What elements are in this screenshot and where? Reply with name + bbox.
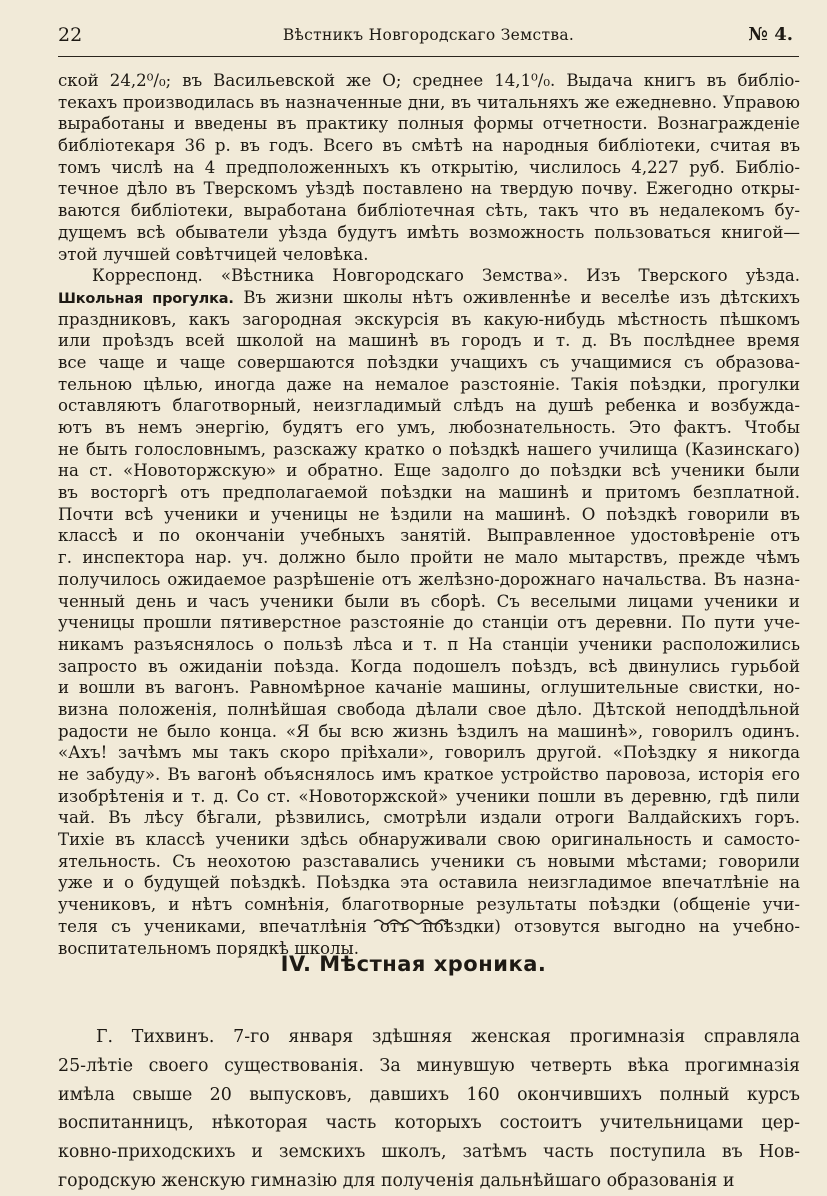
text-line: текахъ производилась въ назначенные дни, въ читальняхъ же ежедневно. Управою [58,92,800,112]
runin-heading: Школьная прогулка. [58,290,234,307]
text-line: на ст. «Новоторжскую» и обратно. Еще задолго до поѣздки всѣ ученики были [58,461,800,481]
text-line: Почти всѣ ученики и ученицы не ѣздили на машинѣ. О поѣздкѣ говорили въ [58,504,800,524]
text-line: ченный день и часъ ученики были въ сборѣ. Съ веселыми лицами ученики и [58,591,800,611]
text-line: ской 24,2⁰/₀; въ Васильевской же О; среднее 14,1⁰/₀. Выдача книгъ въ библіо- [58,71,800,90]
section-heading: IV. Мѣстная хроника. [280,952,547,976]
text-line: ютъ въ немъ энергію, будятъ его умъ, любознательность. Это фактъ. Чтобы [58,418,800,437]
text-line: ваются библіотеки, выработана библіотечная сѣть, такъ что въ недалекомъ бу- [58,201,800,221]
ornamental-divider [372,917,454,927]
text-line: дущемъ всѣ обыватели уѣзда будутъ имѣть возможность пользоваться книгой— [58,222,800,242]
text-line: Г. Тихвинъ. 7-го января здѣшняя женская прогимназія справляла [96,1027,800,1047]
page-number: 22 [58,24,83,46]
text-line: оставляютъ благотворный, неизгладимый слѣдъ на душѣ ребенка и возбуждa- [58,396,800,416]
chronicle-body [58,1023,800,1196]
header-rule [58,56,799,57]
issue-number: № 4. [748,24,793,45]
text-line: библіотекаря 36 р. въ годъ. Всего въ смѣтѣ на народныя библіотеки, считая въ [58,136,800,156]
article-body [58,70,800,959]
text-line: ученицы прошли пятиверстное разстояніе до станціи отъ деревни. По пути уче- [58,613,800,633]
text-line: воспитанницъ, нѣкоторая часть которыхъ состоитъ учительницами цер- [58,1113,800,1134]
text-line: все чаще и чаще совершаются поѣздки учащихъ съ учащимися съ образова- [58,352,800,372]
text-line: запросто въ ожиданіи поѣзда. Когда подошелъ поѣздъ, всѣ двинулись гурьбой [58,656,800,676]
text-line: ковно-приходскихъ и земскихъ школъ, затѣмъ часть поступила въ Нов- [58,1142,800,1163]
text-line: или проѣздъ всей школой на машинѣ въ городъ и т. д. Въ послѣднее время [58,331,800,351]
paragraph-tikhvin [58,1023,800,1196]
text-line: радости не было конца. «Я бы всю жизнь ѣздилъ на машинѣ», говорилъ одинъ. [58,721,800,741]
paragraph-library-report [58,70,800,265]
text-line: Корреспонд. «Вѣстника Новгородскаго Земства». Изъ Тверского уѣзда. [92,266,800,286]
text-line: праздниковъ, какъ загородная экскурсія въ какую-нибудь мѣстность пѣшкомъ [58,309,800,329]
journal-title: Вѣстникъ Новгородскаго Земства. [282,26,575,44]
text-line: въ восторгѣ отъ предполагаемой поѣздки на машинѣ и притомъ безплатной. [58,483,800,503]
text-line: не быть голословнымъ, разскажу кратко о поѣздкѣ нашего училища (Казинскаго) [58,439,800,459]
text-line: течное дѣло въ Тверскомъ уѣздѣ поставлено на твердую почву. Ежегодно откры- [58,179,800,199]
text-line: Тихіе въ классѣ ученики здѣсь обнаруживали свою оригинальность и самосто- [58,830,800,850]
text-line: воспитательномъ порядкѣ школы. [58,938,360,958]
text-line: ятельность. Съ неохотою разставались ученики съ новыми мѣстами; говорили [58,851,800,871]
text-line: изобрѣтенія и т. д. Со ст. «Новоторжской» ученики пошли въ деревню, гдѣ пили [58,786,800,806]
text-line-rest: Въ жизни школы нѣтъ оживленнѣе и веселѣе изъ дѣтскихъ [233,287,800,307]
text-line [58,287,800,309]
text-line: этой лучшей совѣтчицей человѣка. [58,244,369,264]
text-line: не забуду». Въ вагонѣ объяснялось имъ краткое устройство паровоза, исторія его [58,765,800,784]
text-line: классѣ и по окончаніи учебныхъ занятій. Выправленное удостовѣреніе отъ [58,526,800,546]
paragraph-school-outing [58,265,800,959]
running-header [58,18,799,50]
text-line: никамъ разъяснялось о пользѣ лѣса и т. п На станціи ученики расположились [58,634,800,654]
text-line: выработаны и введены въ практику полныя формы отчетности. Вознагражденіе [58,114,800,134]
text-line: городскую женскую гимназію для полученія дальнѣйшаго образованія и [58,1170,735,1191]
text-line: визна положенія, полнѣйшая свобода дѣлали свое дѣло. Дѣтской неподдѣльной [58,699,800,719]
text-line: имѣла свыше 20 выпусковъ, давшихъ 160 окончившихъ полный курсъ [58,1084,800,1105]
text-line: тельною цѣлью, иногда даже на немалое разстояніе. Такія поѣздки, прогулки [58,374,800,394]
text-line: учениковъ, и нѣтъ сомнѣнія, благотворные результаты поѣздки (общеніе учи- [58,895,800,915]
text-line: «Ахъ! зачѣмъ мы такъ скоро пріѣхали», говорилъ другой. «Поѣздку я никогда [58,743,800,763]
text-line: томъ числѣ на 4 предположенныхъ къ открытію, числилось 4,227 руб. Библіо- [58,157,800,177]
text-line: и вошли въ вагонъ. Равномѣрное качаніе машины, оглушительные свистки, но- [58,678,800,698]
text-line: чай. Въ лѣсу бѣгали, рѣзвились, смотрѣли издали отроги Валдайскихъ горъ. [58,808,800,828]
text-line: 25-лѣтіе своего существованія. За минувшую четверть вѣка прогимназія [58,1055,800,1076]
text-line: теля съ учениками, впечатлѣнія отъ поѣздки) отзовутся выгодно на учебно- [58,916,800,936]
text-line: уже и о будущей поѣздкѣ. Поѣздка эта оставила неизгладимое впечатлѣніе на [58,873,800,893]
text-line: г. инспектора нар. уч. должно было пройти не мало мытарствъ, прежде чѣмъ [58,548,800,568]
text-line: получилось ожидаемое разрѣшеніе отъ желѣзно-дорожнаго начальства. Въ назна- [58,569,800,589]
